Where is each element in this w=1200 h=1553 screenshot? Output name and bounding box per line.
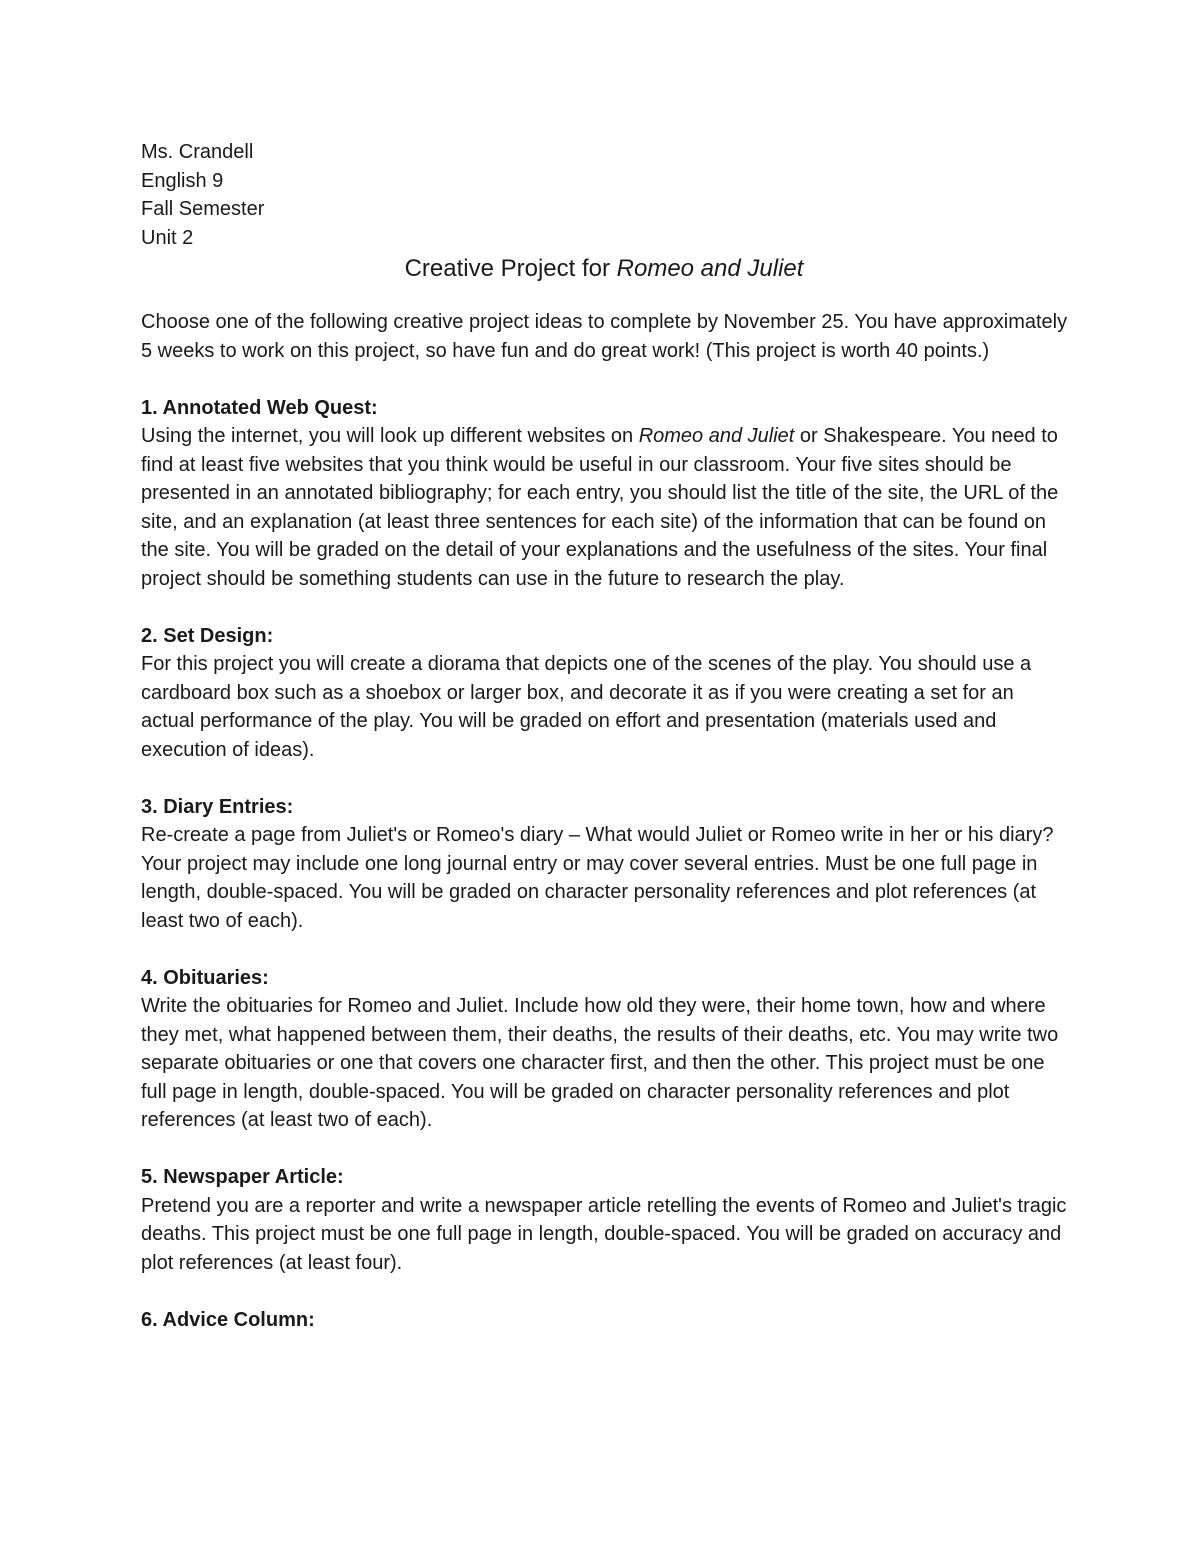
title-prefix: Creative Project for bbox=[404, 255, 617, 282]
unit: Unit 2 bbox=[141, 226, 194, 249]
section-body: Write the obituaries for Romeo and Juliet. Include how old they were, their home town, how and where they met, what happened between them, their deaths, the results of their deaths, etc. You may write two separate obituaries or one that covers one character first, and then the other. This project must be one full page in length, double-spaced. You will be graded on character personality references and plot references (at least two of each). bbox=[141, 995, 1059, 1131]
section-body: For this project you will create a diorama that depicts one of the scenes of the play. You should use a cardboard box such as a shoebox or larger box, and decorate it as if you were creating a set for an actual performance of the play. You will be graded on effort and presentation (materials used and execution of ideas). bbox=[141, 653, 1032, 761]
section-diary-entries bbox=[141, 793, 1071, 936]
section-body-text: Using the internet, you will look up different websites on bbox=[141, 425, 639, 447]
semester: Fall Semester bbox=[141, 198, 265, 220]
section-heading: 4. Obituaries: bbox=[141, 966, 269, 989]
section-body-italic: Romeo and Juliet bbox=[638, 425, 795, 447]
section-newspaper-article bbox=[141, 1163, 1071, 1277]
section-body: Pretend you are a reporter and write a newspaper article retelling the events of Romeo and Juliet's tragic deaths. This project must be one full page in length, double-spaced. You will be graded on accuracy and plot references (at least four). bbox=[141, 1194, 1067, 1274]
section-heading: 2. Set Design: bbox=[141, 624, 274, 647]
section-heading: 3. Diary Entries: bbox=[141, 795, 294, 818]
section-heading: 5. Newspaper Article: bbox=[141, 1166, 344, 1188]
section-heading: 6. Advice Column: bbox=[141, 1308, 315, 1331]
document-title bbox=[141, 254, 1071, 284]
document-page bbox=[141, 138, 1071, 1334]
course-name: English 9 bbox=[141, 169, 224, 192]
section-obituaries bbox=[141, 964, 1071, 1135]
section-set-design bbox=[141, 622, 1071, 765]
section-body-text: or Shakespeare. You need to find at least five websites that you think would be useful in our classroom. Your five sites should be presented in an annotated bibliography; for each entry, you should list the title of the site, the URL of the site, and an explanation (at least three sentences for each site) of the information that can be found on the site. You will be graded on the detail of your explanations and the usefulness of the sites. Your final project should be something students can use in the future to research the play. bbox=[141, 425, 1059, 590]
section-heading: 1. Annotated Web Quest: bbox=[141, 396, 378, 419]
section-body: Re-create a page from Juliet's or Romeo's diary – What would Juliet or Romeo write in her or his diary? Your project may include one long journal entry or may cover several entries. Must be one full page in length, double-spaced. You will be graded on character personality references and plot references (at least two of each). bbox=[141, 824, 1054, 932]
section-advice-column bbox=[141, 1306, 1071, 1335]
teacher-name: Ms. Crandell bbox=[141, 141, 254, 163]
section-annotated-web-quest bbox=[141, 394, 1071, 594]
section-body bbox=[141, 422, 1071, 593]
intro-paragraph: Choose one of the following creative project ideas to complete by November 25. You have approximately 5 weeks to work on this project, so have fun and do great work! (This project is worth 40 points.) bbox=[141, 311, 1068, 362]
title-work: Romeo and Juliet bbox=[616, 255, 804, 282]
